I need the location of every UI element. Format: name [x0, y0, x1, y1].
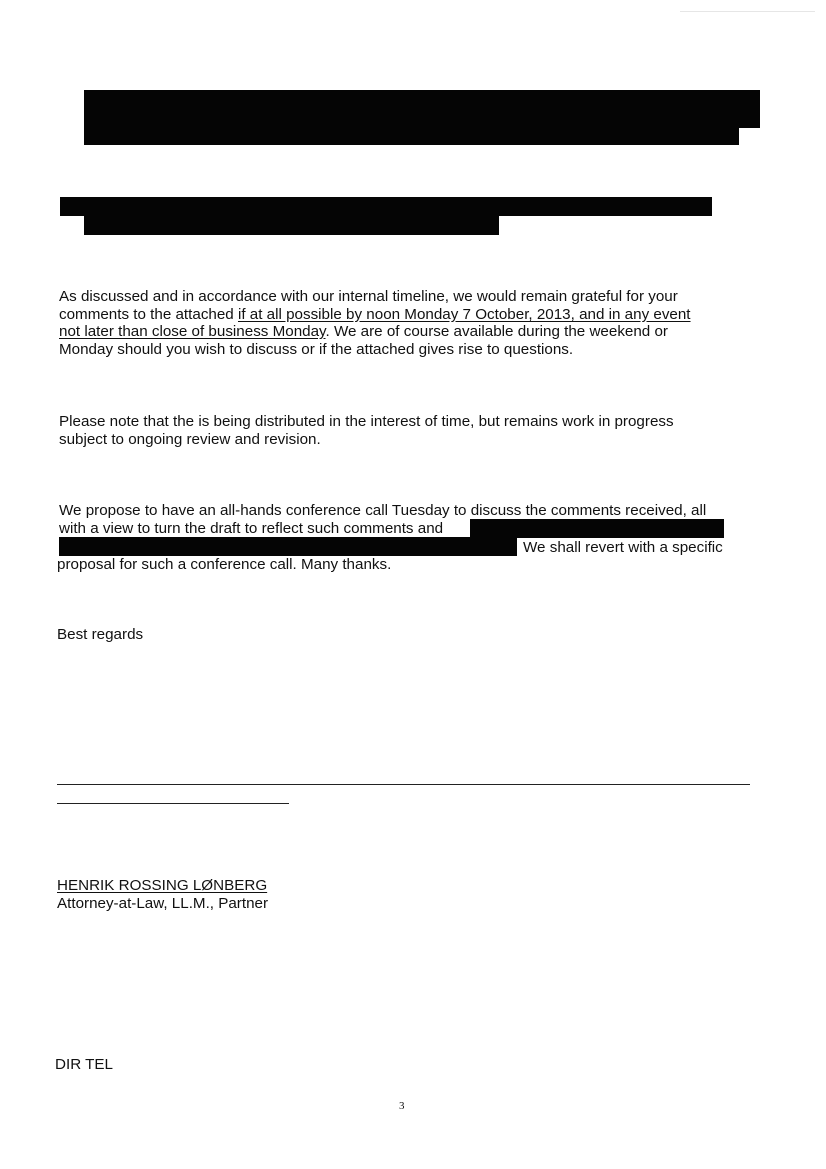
paragraph-line: with a view to turn the draft to reflect such comments and	[59, 520, 444, 537]
paragraph-line: subject to ongoing review and revision.	[59, 430, 321, 448]
signatory-name: HENRIK ROSSING LØNBERG	[57, 877, 268, 894]
signature-rule	[57, 784, 750, 785]
signature-rule-short	[57, 803, 289, 804]
signatory-title: Attorney-at-Law, LL.M., Partner	[57, 894, 269, 912]
redaction-block	[59, 537, 517, 556]
direct-telephone-label: DIR TEL	[55, 1056, 113, 1073]
paragraph-conference-call-line1	[59, 502, 706, 520]
redaction-block	[470, 519, 724, 538]
paragraph-line	[59, 323, 691, 341]
redaction-block	[84, 126, 739, 145]
paragraph-line: proposal for such a conference call. Many thanks.	[57, 556, 392, 573]
paragraph-deadline-request	[59, 288, 691, 358]
paragraph-line: Monday should you wish to discuss or if the attached gives rise to questions.	[59, 340, 574, 358]
underlined-deadline-text: if at all possible by noon Monday 7 October, 2013, and in any event	[237, 305, 691, 323]
paragraph-line: Please note that the is being distributed in the interest of time, but remains work in progress	[59, 413, 674, 430]
text-span: . We are of course available during the weekend or	[325, 323, 668, 341]
underlined-deadline-text: not later than close of business Monday	[59, 323, 326, 341]
text-span: comments to the attached	[59, 305, 238, 323]
paragraph-line: We propose to have an all-hands conference call Tuesday to discuss the comments received, all	[59, 502, 707, 519]
paragraph-conference-call-line2	[59, 520, 443, 538]
paragraph-line: We shall revert with a specific	[523, 539, 723, 556]
redaction-block	[84, 214, 499, 235]
paragraph-line: As discussed and in accordance with our internal timeline, we would remain grateful for your	[59, 288, 678, 305]
closing-salutation: Best regards	[57, 626, 144, 643]
signature-block	[57, 877, 268, 912]
scan-edge-mark	[680, 11, 815, 12]
paragraph-conference-call-line4	[57, 556, 391, 574]
paragraph-work-in-progress	[59, 413, 674, 448]
paragraph-conference-call-line3	[523, 539, 723, 557]
page-number: 3	[399, 1100, 405, 1112]
paragraph-line	[59, 306, 691, 324]
redaction-block	[84, 90, 760, 128]
